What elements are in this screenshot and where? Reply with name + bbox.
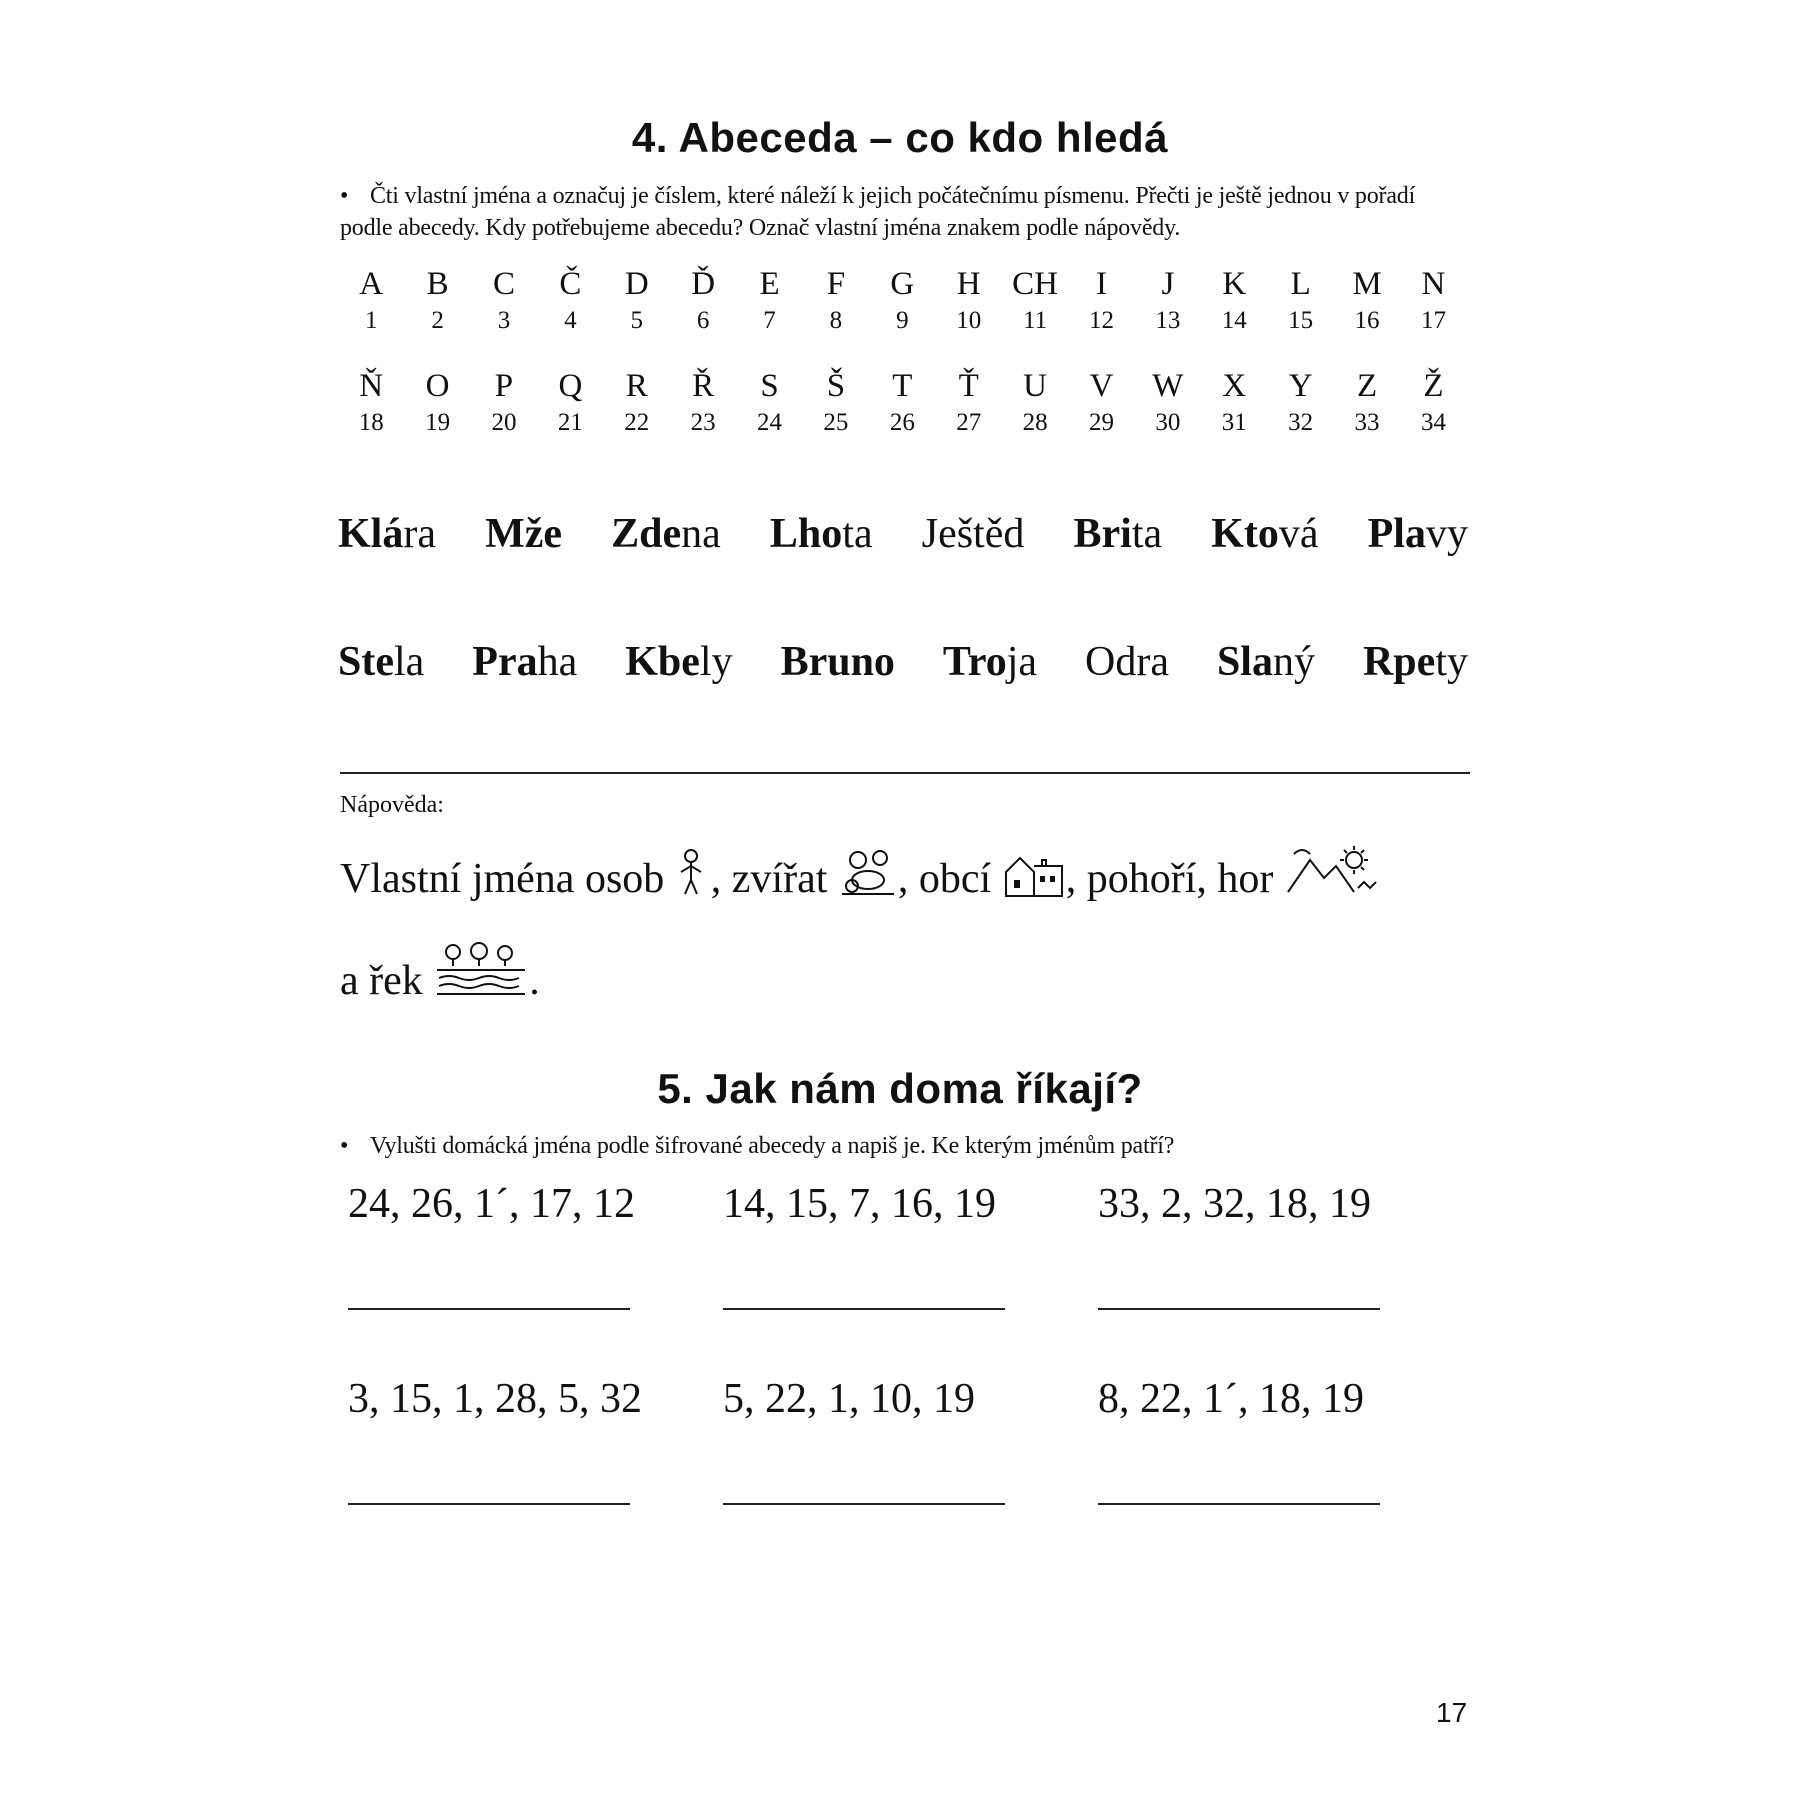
alphabet-number: 29 (1088, 409, 1114, 436)
alphabet-number: 14 (1221, 307, 1247, 334)
alphabet-cell (1400, 264, 1466, 338)
cipher-code: 3, 15, 1, 28, 5, 32 (348, 1376, 642, 1422)
proper-name-bold: Bruno (780, 639, 895, 685)
cipher-code: 14, 15, 7, 16, 19 (723, 1181, 996, 1227)
hint-text-mountains: , pohoří, hor (1065, 856, 1274, 902)
alphabet-number: 26 (889, 409, 915, 436)
proper-name-bold: Rpe (1362, 639, 1436, 685)
alphabet-letter: B (426, 266, 449, 302)
proper-name-rest: vy (1425, 511, 1468, 557)
proper-name-rest: ra (403, 511, 436, 557)
alphabet-letter: A (359, 266, 384, 302)
proper-name (1073, 510, 1162, 558)
proper-name-bold: Lho (769, 511, 843, 557)
proper-name (625, 638, 732, 686)
alphabet-cell (1334, 366, 1400, 440)
proper-name (1363, 638, 1468, 686)
alphabet-cell (803, 366, 869, 440)
alphabet-cell (670, 366, 736, 440)
alphabet-cell (1068, 366, 1134, 440)
alphabet-cell (1201, 264, 1267, 338)
proper-name-rest: Odra (1085, 639, 1169, 685)
alphabet-letter: O (425, 368, 450, 404)
alphabet-cell (604, 264, 670, 338)
alphabet-number: 8 (829, 307, 843, 334)
alphabet-letter: Š (826, 368, 846, 404)
alphabet-number: 4 (564, 307, 577, 334)
proper-name (781, 638, 895, 686)
alphabet-cell (1068, 264, 1134, 338)
alphabet-number: 15 (1288, 307, 1314, 334)
proper-name-bold: Kto (1211, 511, 1279, 557)
proper-name-rest: ja (1006, 639, 1038, 685)
cipher-code: 5, 22, 1, 10, 19 (723, 1376, 975, 1422)
alphabet-letter: L (1290, 266, 1311, 302)
hint-text-villages: , obcí (897, 856, 992, 902)
alphabet-cell (471, 366, 537, 440)
alphabet-letter: C (492, 266, 515, 302)
proper-name-rest: ta (842, 511, 873, 557)
proper-name-bold: Bri (1073, 511, 1132, 557)
cipher-item (348, 1180, 723, 1310)
alphabet-number: 3 (497, 307, 511, 334)
alphabet-cell (1334, 264, 1400, 338)
alphabet-cell (537, 264, 603, 338)
alphabet-cell (537, 366, 603, 440)
alphabet-letter: V (1089, 368, 1114, 404)
alphabet-letter: Ť (958, 368, 979, 404)
alphabet-number: 25 (823, 409, 849, 436)
proper-name-rest: ha (537, 639, 578, 685)
alphabet-cell (1135, 366, 1201, 440)
alphabet-letter: Ď (691, 266, 716, 302)
proper-name (472, 638, 577, 686)
alphabet-number: 18 (358, 409, 384, 436)
alphabet-cell (1002, 366, 1068, 440)
proper-name-rest: ný (1272, 639, 1315, 685)
alphabet-number: 30 (1155, 409, 1181, 436)
proper-name (1217, 638, 1315, 686)
village-icon (1002, 852, 1066, 909)
alphabet-letter: Ř (692, 368, 715, 404)
proper-name-bold: Sla (1216, 639, 1273, 685)
alphabet-cell (338, 264, 404, 338)
hint-line-1 (340, 842, 1380, 909)
hint-text-period: . (529, 958, 540, 1004)
alphabet-cell (869, 366, 935, 440)
proper-name-rest: na (681, 511, 721, 557)
hint-text-rivers: a řek (340, 958, 423, 1004)
exercise-5-title: 5. Jak nám doma říkají? (657, 1065, 1143, 1112)
person-icon (675, 848, 711, 909)
alphabet-number: 24 (757, 409, 783, 436)
alphabet-letter: F (826, 266, 846, 302)
alphabet-row-1 (338, 264, 1468, 338)
proper-name-bold: Kbe (625, 639, 700, 685)
alphabet-cell (1400, 366, 1466, 440)
proper-name (943, 638, 1037, 686)
alphabet-number: 20 (491, 409, 517, 436)
alphabet-cell (1002, 264, 1068, 338)
animals-icon (838, 846, 898, 909)
proper-name-bold: Pla (1367, 511, 1426, 557)
alphabet-letter: J (1161, 266, 1175, 302)
proper-name-bold: Mže (485, 511, 563, 557)
proper-name-bold: Pra (472, 639, 538, 685)
alphabet-letter: I (1095, 266, 1107, 302)
proper-name (1085, 638, 1169, 686)
alphabet-cell (604, 366, 670, 440)
hint-label: Nápověda: (340, 792, 444, 818)
proper-name-bold: Klá (338, 511, 404, 557)
hint-text-persons: Vlastní jména osob (340, 856, 665, 902)
proper-name-rest: la (394, 639, 425, 685)
alphabet-number: 9 (896, 307, 909, 334)
alphabet-letter: R (625, 368, 648, 404)
proper-name-bold: Zde (611, 511, 682, 557)
exercise-5-instruction (340, 1130, 1470, 1162)
alphabet-cell (404, 366, 470, 440)
proper-name-rest: ta (1131, 511, 1163, 557)
alphabet-number: 7 (763, 307, 776, 334)
alphabet-letter: P (494, 368, 514, 404)
alphabet-letter: H (956, 266, 981, 302)
alphabet-cell (670, 264, 736, 338)
proper-name (1211, 510, 1318, 558)
proper-name (338, 638, 424, 686)
alphabet-number: 11 (1023, 307, 1048, 334)
cipher-item (1098, 1375, 1473, 1505)
alphabet-number: 23 (690, 409, 716, 436)
alphabet-letter: Č (559, 266, 582, 302)
alphabet-cell (936, 264, 1002, 338)
alphabet-number: 13 (1155, 307, 1181, 334)
proper-name-rest: vá (1278, 511, 1319, 557)
alphabet-cell (869, 264, 935, 338)
alphabet-letter: Ň (359, 368, 384, 404)
alphabet-number: 32 (1288, 409, 1314, 436)
answer-blank-line (723, 1308, 1005, 1310)
mountains-icon (1284, 842, 1380, 909)
alphabet-cell (936, 366, 1002, 440)
answer-blank-line (348, 1308, 630, 1310)
exercise-4-title: 4. Abeceda – co kdo hledá (631, 114, 1169, 161)
alphabet-cell (803, 264, 869, 338)
proper-name-bold: Tro (942, 639, 1007, 685)
alphabet-letter: M (1352, 266, 1382, 302)
alphabet-number: 28 (1022, 409, 1048, 436)
alphabet-letter: G (890, 266, 915, 302)
cipher-code: 33, 2, 32, 18, 19 (1098, 1181, 1371, 1227)
proper-name-rest: ly (699, 639, 733, 685)
alphabet-letter: CH (1012, 266, 1059, 302)
divider-line (340, 772, 1470, 774)
alphabet-number: 1 (364, 307, 378, 334)
answer-blank-line (1098, 1308, 1380, 1310)
proper-name (338, 510, 436, 558)
alphabet-cell (471, 264, 537, 338)
alphabet-letter: Y (1288, 368, 1313, 404)
alphabet-cell (1267, 264, 1333, 338)
answer-blank-line (1098, 1503, 1380, 1505)
alphabet-number: 27 (956, 409, 982, 436)
alphabet-letter: K (1222, 266, 1247, 302)
alphabet-number: 21 (557, 409, 583, 436)
proper-name-rest: Ještěd (921, 511, 1025, 557)
proper-name (770, 510, 873, 558)
alphabet-cell (1201, 366, 1267, 440)
cipher-code: 8, 22, 1´, 18, 19 (1098, 1376, 1364, 1422)
cipher-item (723, 1375, 1098, 1505)
proper-name-rest: ty (1435, 639, 1468, 685)
proper-name (611, 510, 721, 558)
alphabet-row-2 (338, 366, 1468, 440)
alphabet-number: 6 (696, 307, 710, 334)
alphabet-letter: T (892, 368, 913, 404)
river-icon (433, 942, 529, 1011)
alphabet-letter: E (759, 266, 780, 302)
proper-name (922, 510, 1025, 558)
alphabet-number: 33 (1354, 409, 1380, 436)
alphabet-cell (1135, 264, 1201, 338)
alphabet-number: 10 (956, 307, 982, 334)
alphabet-cell (1267, 366, 1333, 440)
instruction-text: Čti vlastní jména a označuj je číslem, které náleží k jejich počátečnímu písmenu. Přečti je ještě jednou v pořadí podle abecedy. Kdy potřebujeme abecedu? Označ vlastní jména znakem podle nápovědy. (340, 183, 1416, 241)
bullet: • (340, 1133, 349, 1159)
alphabet-number: 22 (624, 409, 650, 436)
alphabet-cell (736, 264, 802, 338)
exercise-4-instruction (340, 180, 1470, 244)
alphabet-letter: Z (1356, 368, 1378, 404)
proper-name (485, 510, 562, 558)
alphabet-cell (404, 264, 470, 338)
cipher-item (1098, 1180, 1473, 1310)
alphabet-number: 31 (1221, 409, 1247, 436)
alphabet-cell (736, 366, 802, 440)
codes-row-2 (348, 1375, 1488, 1505)
codes-row-1 (348, 1180, 1488, 1310)
page-number: 17 (1436, 1697, 1468, 1728)
alphabet-number: 17 (1420, 307, 1446, 334)
alphabet-number: 16 (1354, 307, 1380, 334)
names-row-2 (338, 638, 1468, 686)
cipher-item (348, 1375, 723, 1505)
alphabet-number: 19 (425, 409, 451, 436)
alphabet-letter: Q (558, 368, 583, 404)
hint-line-2 (340, 942, 540, 1011)
alphabet-letter: D (624, 266, 649, 302)
alphabet-letter: Ž (1423, 368, 1444, 404)
answer-blank-line (348, 1503, 630, 1505)
alphabet-letter: N (1421, 266, 1446, 302)
alphabet-number: 2 (431, 307, 444, 334)
proper-name-bold: Ste (338, 639, 394, 685)
alphabet-number: 5 (630, 307, 643, 334)
instruction-text: Vylušti domácká jména podle šifrované abecedy a napiš je. Ke kterým jménům patří? (370, 1133, 1175, 1159)
alphabet-letter: X (1222, 368, 1247, 404)
bullet: • (340, 183, 349, 209)
alphabet-letter: S (760, 368, 779, 404)
cipher-item (723, 1180, 1098, 1310)
alphabet-cell (338, 366, 404, 440)
alphabet-number: 34 (1420, 409, 1446, 436)
alphabet-number: 12 (1088, 307, 1114, 334)
hint-text-animals: , zvířat (710, 856, 828, 902)
answer-blank-line (723, 1503, 1005, 1505)
alphabet-letter: U (1023, 368, 1048, 404)
names-row-1 (338, 510, 1468, 558)
proper-name (1368, 510, 1468, 558)
alphabet-letter: W (1152, 368, 1184, 404)
cipher-code: 24, 26, 1´, 17, 12 (348, 1181, 635, 1227)
